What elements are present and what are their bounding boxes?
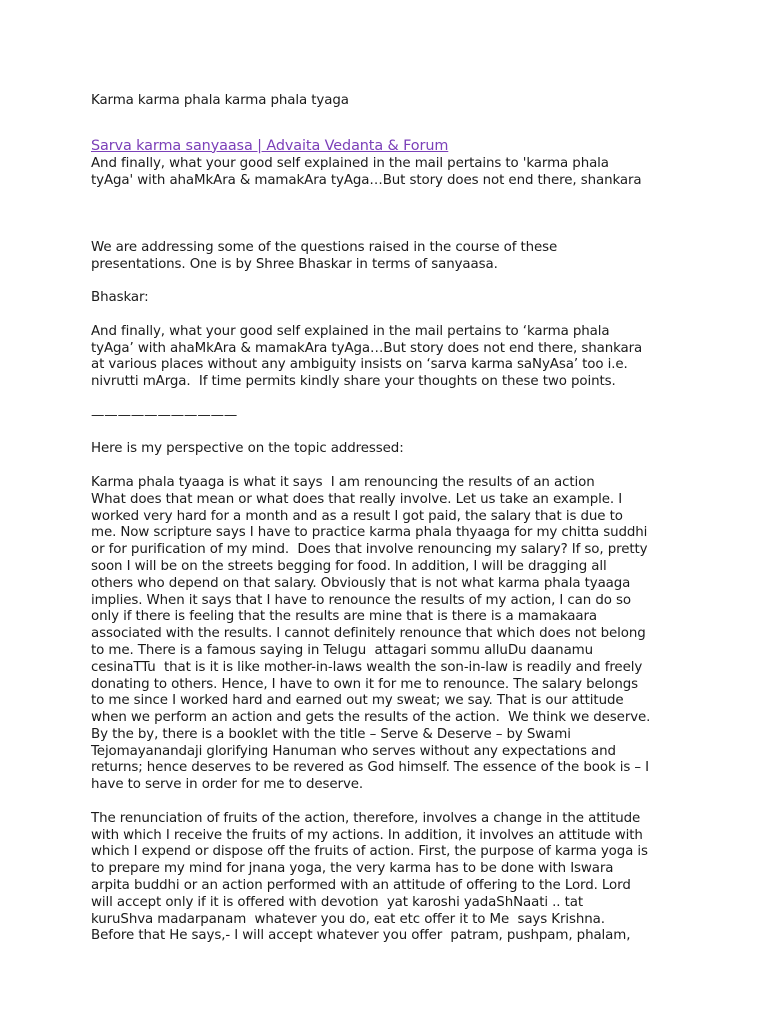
text-line: nivrutti mArga. If time permits kindly share your thoughts on these two points.	[91, 374, 616, 390]
text-line: ———————————	[91, 407, 238, 423]
paragraph-renunciation	[91, 811, 691, 945]
text-line: And finally, what your good self explained in the mail pertains to 'karma phala	[91, 155, 609, 171]
paragraph-intro	[91, 240, 691, 274]
text-line: tyAga' with ahaMkAra & mamakAra tyAga…But story does not end there, shankara	[91, 172, 642, 188]
text-line: And finally, what your good self explained in the mail pertains to ‘karma phala	[91, 323, 610, 339]
paragraph-speaker	[91, 290, 691, 307]
text-line: will accept only if it is offered with devotion yat karoshi yadaShNaati .. tat	[91, 894, 584, 910]
text-line: associated with the results. I cannot definitely renounce that which does not belong	[91, 626, 646, 642]
text-line: Tejomayanandaji glorifying Hanuman who serves without any expectations and	[91, 743, 616, 759]
text-line: Bhaskar:	[91, 290, 149, 306]
text-line: What does that mean or what does that really involve. Let us take an example. I	[91, 491, 623, 507]
text-line: to prepare my mind for jnana yoga, the very karma has to be done with Iswara	[91, 861, 614, 877]
spacer	[91, 206, 691, 240]
text-line: to me. There is a famous saying in Telugu attagari sommu alluDu daanamu	[91, 642, 594, 658]
forum-link[interactable]: Sarva karma sanyaasa | Advaita Vedanta & Forum	[91, 137, 449, 154]
document-page	[91, 93, 691, 962]
text-line: cesinaTTu that is it is like mother-in-laws wealth the son-in-law is readily and freely	[91, 659, 643, 675]
link-excerpt	[91, 156, 691, 190]
text-line: kuruShva madarpanam whatever you do, eat etc offer it to Me says Krishna.	[91, 911, 605, 927]
document-title: Karma karma phala karma phala tyaga	[91, 93, 349, 108]
text-line: when we perform an action and gets the results of the action. We think we deserve.	[91, 710, 651, 726]
text-line: only if there is feeling that the results are mine that is there is a mamakaara	[91, 609, 597, 625]
text-line: soon I will be on the streets begging for food. In addition, I will be dragging all	[91, 558, 607, 574]
text-line: donating to others. Hence, I have to own it for me to renounce. The salary belongs	[91, 676, 638, 692]
separator-line	[91, 408, 691, 425]
text-line: worked very hard for a month and as a result I got paid, the salary that is due to	[91, 508, 623, 524]
text-line: tyAga’ with ahaMkAra & mamakAra tyAga…But story does not end there, shankara	[91, 340, 643, 356]
paragraph-karma-phala	[91, 475, 691, 794]
text-line: Here is my perspective on the topic addressed:	[91, 441, 404, 457]
paragraph-perspective	[91, 441, 691, 458]
text-line: at various places without any ambiguity insists on ‘sarva karma saNyAsa’ too i.e.	[91, 357, 628, 373]
text-line: implies. When it says that I have to renounce the results of my action, I can do so	[91, 592, 631, 608]
text-line: with which I receive the fruits of my actions. In addition, it involves an attitude with	[91, 827, 643, 843]
text-line: We are addressing some of the questions raised in the course of these	[91, 239, 558, 255]
text-line: returns; hence deserves to be revered as God himself. The essence of the book is – I	[91, 760, 650, 776]
text-line: others who depend on that salary. Obviously that is not what karma phala tyaaga	[91, 575, 631, 591]
text-line: arpita buddhi or an action performed with an attitude of offering to the Lord. Lord	[91, 878, 631, 894]
text-line: By the by, there is a booklet with the title – Serve & Deserve – by Swami	[91, 726, 571, 742]
text-line: me. Now scripture says I have to practice karma phala thyaaga for my chitta suddhi	[91, 525, 648, 541]
text-line: have to serve in order for me to deserve.	[91, 777, 364, 793]
text-line: Karma phala tyaaga is what it says I am renouncing the results of an action	[91, 474, 599, 490]
text-line: The renunciation of fruits of the action, therefore, involves a change in the attitude	[91, 810, 641, 826]
text-line: presentations. One is by Shree Bhaskar in terms of sanyaasa.	[91, 256, 498, 272]
text-line: to me since I worked hard and earned out my sweat; we say. That is our attitude	[91, 693, 624, 709]
paragraph-quote	[91, 324, 691, 391]
text-line: Before that He says,- I will accept whatever you offer patram, pushpam, phalam,	[91, 928, 631, 944]
text-line: which I expend or dispose off the fruits of action. First, the purpose of karma yoga is	[91, 844, 648, 860]
text-line: or for purification of my mind. Does that involve renouncing my salary? If so, pretty	[91, 542, 648, 558]
